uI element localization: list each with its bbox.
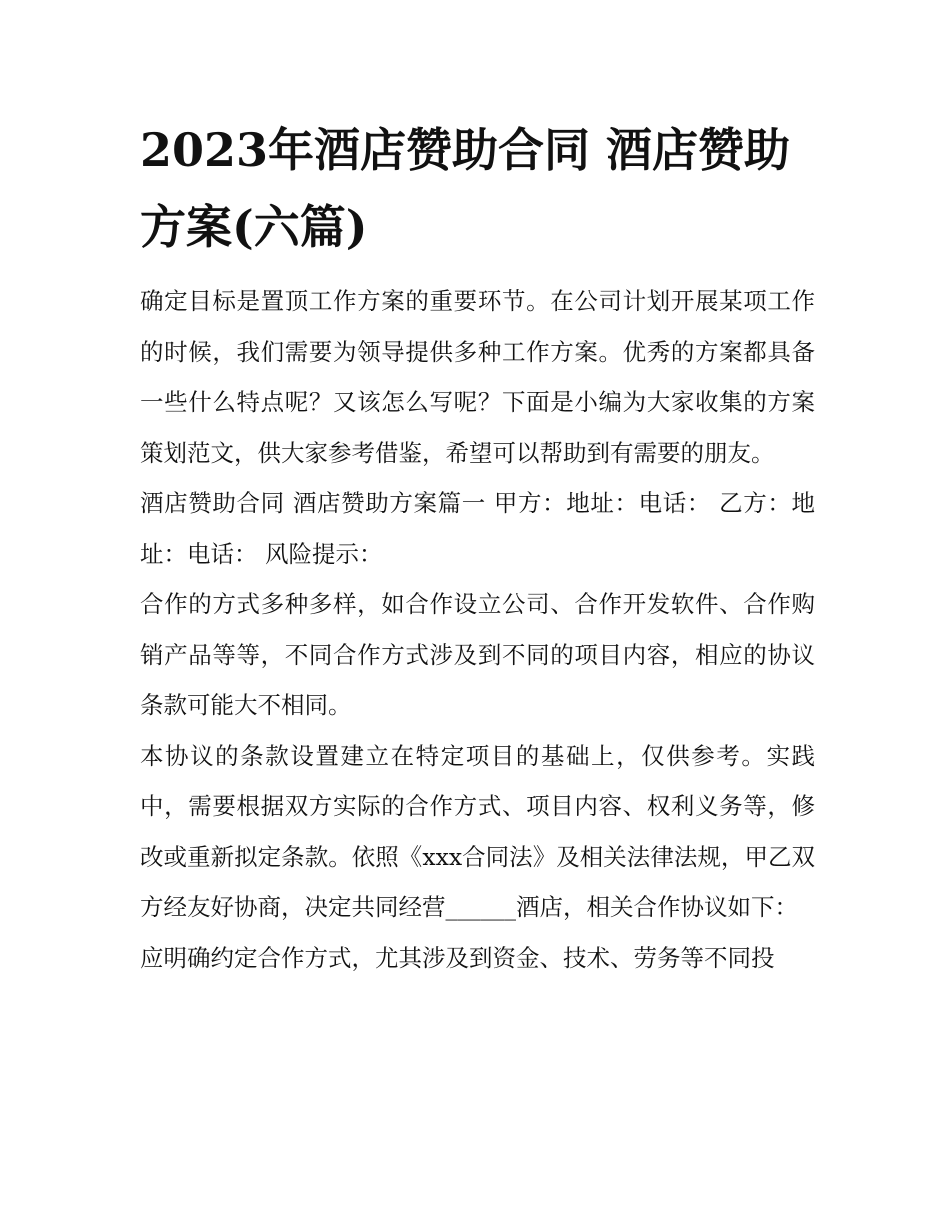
paragraph-cooperation-modes: 合作的方式多种多样，如合作设立公司、合作开发软件、合作购销产品等等，不同合作方式涉及到不同的项目内容，相应的协议条款可能大不相同。	[140, 590, 815, 719]
document-body	[140, 276, 815, 983]
paragraph-cooperation-terms: 应明确约定合作方式，尤其涉及到资金、技术、劳务等不同投	[140, 943, 775, 972]
paragraph-parties: 酒店赞助合同 酒店赞助方案篇一 甲方：地址：电话： 乙方：地址：电话： 风险提示：	[140, 489, 815, 568]
document-title: 2023年酒店赞助合同 酒店赞助方案(六篇)	[140, 123, 791, 254]
paragraph-agreement-basis: 本协议的条款设置建立在特定项目的基础上，仅供参考。实践中，需要根据双方实际的合作方式、项目内容、权利义务等，修改或重新拟定条款。依照《xxx合同法》及相关法律法规，甲乙双方经友好协商，决定共同经营______酒店，相关合作协议如下：	[140, 741, 815, 921]
paragraph-intro: 确定目标是置顶工作方案的重要环节。在公司计划开展某项工作的时候，我们需要为领导提供多种工作方案。优秀的方案都具备一些什么特点呢？又该怎么写呢？下面是小编为大家收集的方案策划范文，供大家参考借鉴，希望可以帮助到有需要的朋友。	[140, 287, 815, 467]
